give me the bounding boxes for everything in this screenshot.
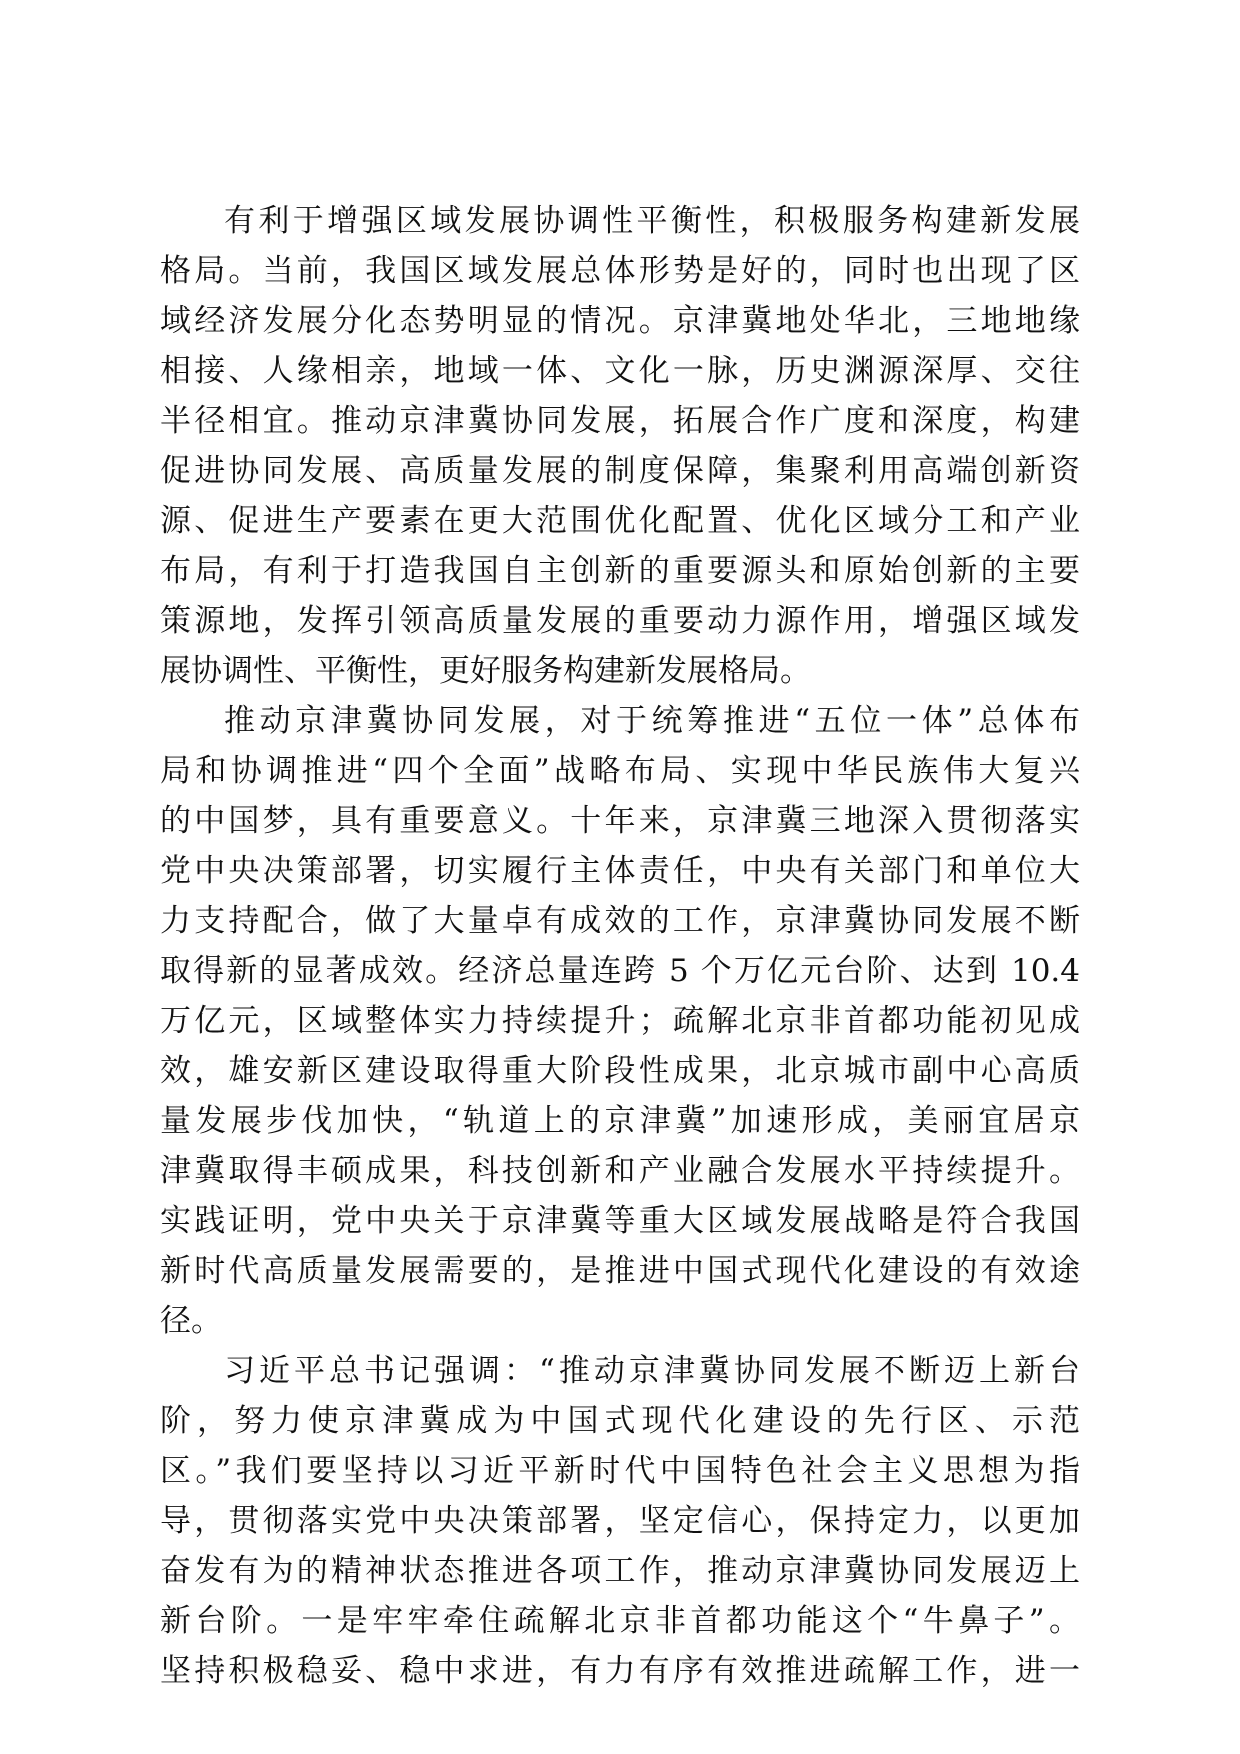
text-line: 有利于增强区域发展协调性平衡性，积极服务构建新发展	[224, 203, 1080, 239]
text-line: 津冀取得丰硕成果，科技创新和产业融合发展水平持续提升。	[160, 1153, 1080, 1189]
text-line: 习近平总书记强调：“推动京津冀协同发展不断迈上新台	[224, 1353, 1080, 1389]
text-line: 策源地，发挥引领高质量发展的重要动力源作用，增强区域发	[160, 603, 1080, 639]
text-line: 实践证明，党中央关于京津冀等重大区域发展战略是符合我国	[160, 1203, 1080, 1239]
text-line: 区。”我们要坚持以习近平新时代中国特色社会主义思想为指	[160, 1453, 1080, 1489]
text-line: 效，雄安新区建设取得重大阶段性成果，北京城市副中心高质	[160, 1053, 1080, 1089]
text-line: 域经济发展分化态势明显的情况。京津冀地处华北，三地地缘	[160, 303, 1080, 339]
text-line: 万亿元，区域整体实力持续提升；疏解北京非首都功能初见成	[160, 1003, 1080, 1039]
document-page	[160, 196, 1080, 1696]
text-line: 布局，有利于打造我国自主创新的重要源头和原始创新的主要	[160, 553, 1080, 589]
text-line: 局和协调推进“四个全面”战略布局、实现中华民族伟大复兴	[160, 753, 1080, 789]
text-line: 量发展步伐加快，“轨道上的京津冀”加速形成，美丽宜居京	[160, 1103, 1080, 1139]
paragraph-2	[160, 696, 1080, 1346]
paragraph-1	[160, 196, 1080, 696]
text-line: 力支持配合，做了大量卓有成效的工作，京津冀协同发展不断	[160, 903, 1080, 939]
text-line: 半径相宜。推动京津冀协同发展，拓展合作广度和深度，构建	[160, 403, 1080, 439]
text-line: 展协调性、平衡性，更好服务构建新发展格局。	[160, 653, 811, 689]
text-line: 相接、人缘相亲，地域一体、文化一脉，历史渊源深厚、交往	[160, 353, 1080, 389]
text-line: 导，贯彻落实党中央决策部署，坚定信心，保持定力，以更加	[160, 1503, 1080, 1539]
text-line: 促进协同发展、高质量发展的制度保障，集聚利用高端创新资	[160, 453, 1080, 489]
paragraph-3	[160, 1346, 1080, 1696]
text-line: 推动京津冀协同发展，对于统筹推进“五位一体”总体布	[224, 703, 1080, 739]
text-line: 奋发有为的精神状态推进各项工作，推动京津冀协同发展迈上	[160, 1553, 1080, 1589]
text-line: 坚持积极稳妥、稳中求进，有力有序有效推进疏解工作，进一	[160, 1653, 1080, 1689]
text-line: 源、促进生产要素在更大范围优化配置、优化区域分工和产业	[160, 503, 1080, 539]
text-line: 取得新的显著成效。经济总量连跨 5 个万亿元台阶、达到 10.4	[160, 953, 1080, 989]
text-line: 阶，努力使京津冀成为中国式现代化建设的先行区、示范	[160, 1403, 1080, 1439]
text-line: 的中国梦，具有重要意义。十年来，京津冀三地深入贯彻落实	[160, 803, 1080, 839]
text-line: 径。	[160, 1303, 222, 1339]
text-line: 党中央决策部署，切实履行主体责任，中央有关部门和单位大	[160, 853, 1080, 889]
text-line: 新时代高质量发展需要的，是推进中国式现代化建设的有效途	[160, 1253, 1080, 1289]
text-line: 新台阶。一是牢牢牵住疏解北京非首都功能这个“牛鼻子”。	[160, 1603, 1080, 1639]
text-line: 格局。当前，我国区域发展总体形势是好的，同时也出现了区	[160, 253, 1080, 289]
